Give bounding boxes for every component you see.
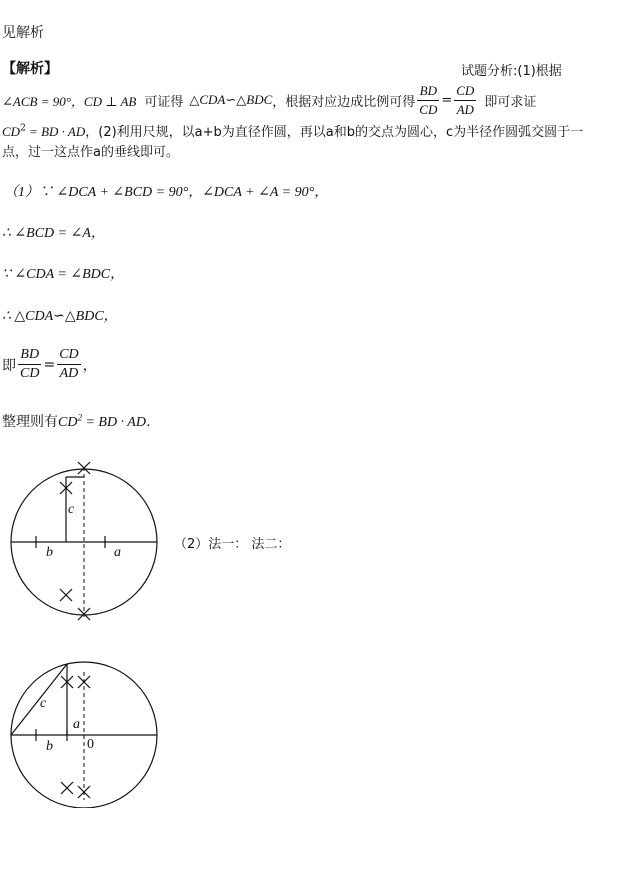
proof-text: 可证得 — [144, 94, 184, 110]
angle-condition: ∠ACB = 90°，CD ⊥ AB — [2, 93, 137, 109]
label-c: c — [68, 502, 75, 517]
fraction-bd-cd: $\frac{BD}{CD}$ — [20, 347, 40, 381]
construction-figure-1 — [0, 455, 170, 625]
label-b: b — [46, 739, 53, 754]
proof-step-4: ∴ △CDA∽△BDC， — [2, 309, 118, 324]
proof-step-6: 整理则有$CD^2$ = BD · AD． — [2, 412, 160, 430]
analysis-line2: $CD^2$ = BD · AD，(2)利用尺规，以a+b为直径作圆，再以a和b的交点为圆心，c为半径作圆弧交圆于一 — [2, 123, 584, 140]
similar-triangles: △CDA∽△BDC — [189, 92, 273, 107]
label-o: 0 — [87, 737, 94, 752]
part2-label: （2）法一： 法二： — [174, 537, 291, 552]
analysis-line1 — [2, 80, 536, 120]
label-a: a — [73, 717, 80, 732]
proof-step-5: 即 $\frac{BD}{CD}$ = $\frac{CD}{AD}$ ， — [2, 347, 97, 381]
equals-sign: = — [441, 92, 453, 108]
proof-step-2: ∴ ∠BCD = ∠A， — [2, 226, 105, 241]
proof-text: ，根据对应边成比例可得 — [272, 94, 416, 110]
fraction-cd-ad: $\frac{CD}{AD}$ — [59, 347, 79, 381]
answer-title: 见解析 — [2, 25, 44, 41]
proof-text: 即可求证 — [484, 94, 537, 110]
analysis-tip: 试题分析:(1)根据 — [461, 64, 562, 79]
fraction-cd-ad: $\frac{CD}{AD}$ — [456, 82, 475, 117]
analysis-label: 【解析】 — [2, 61, 58, 77]
construction-figure-2 — [0, 658, 170, 808]
proof-step-1: （1）∵ ∠DCA + ∠BCD = 90°，∠DCA + ∠A = 90°， — [4, 185, 329, 200]
label-b: b — [46, 545, 53, 560]
label-a: a — [114, 545, 121, 560]
analysis-line3: 点，过一这点作a的垂线即可。 — [2, 145, 179, 160]
proof-step-3: ∵ ∠CDA = ∠BDC， — [2, 267, 125, 282]
fraction-bd-cd: $\frac{BD}{CD}$ — [419, 82, 438, 117]
label-c: c — [40, 696, 47, 711]
